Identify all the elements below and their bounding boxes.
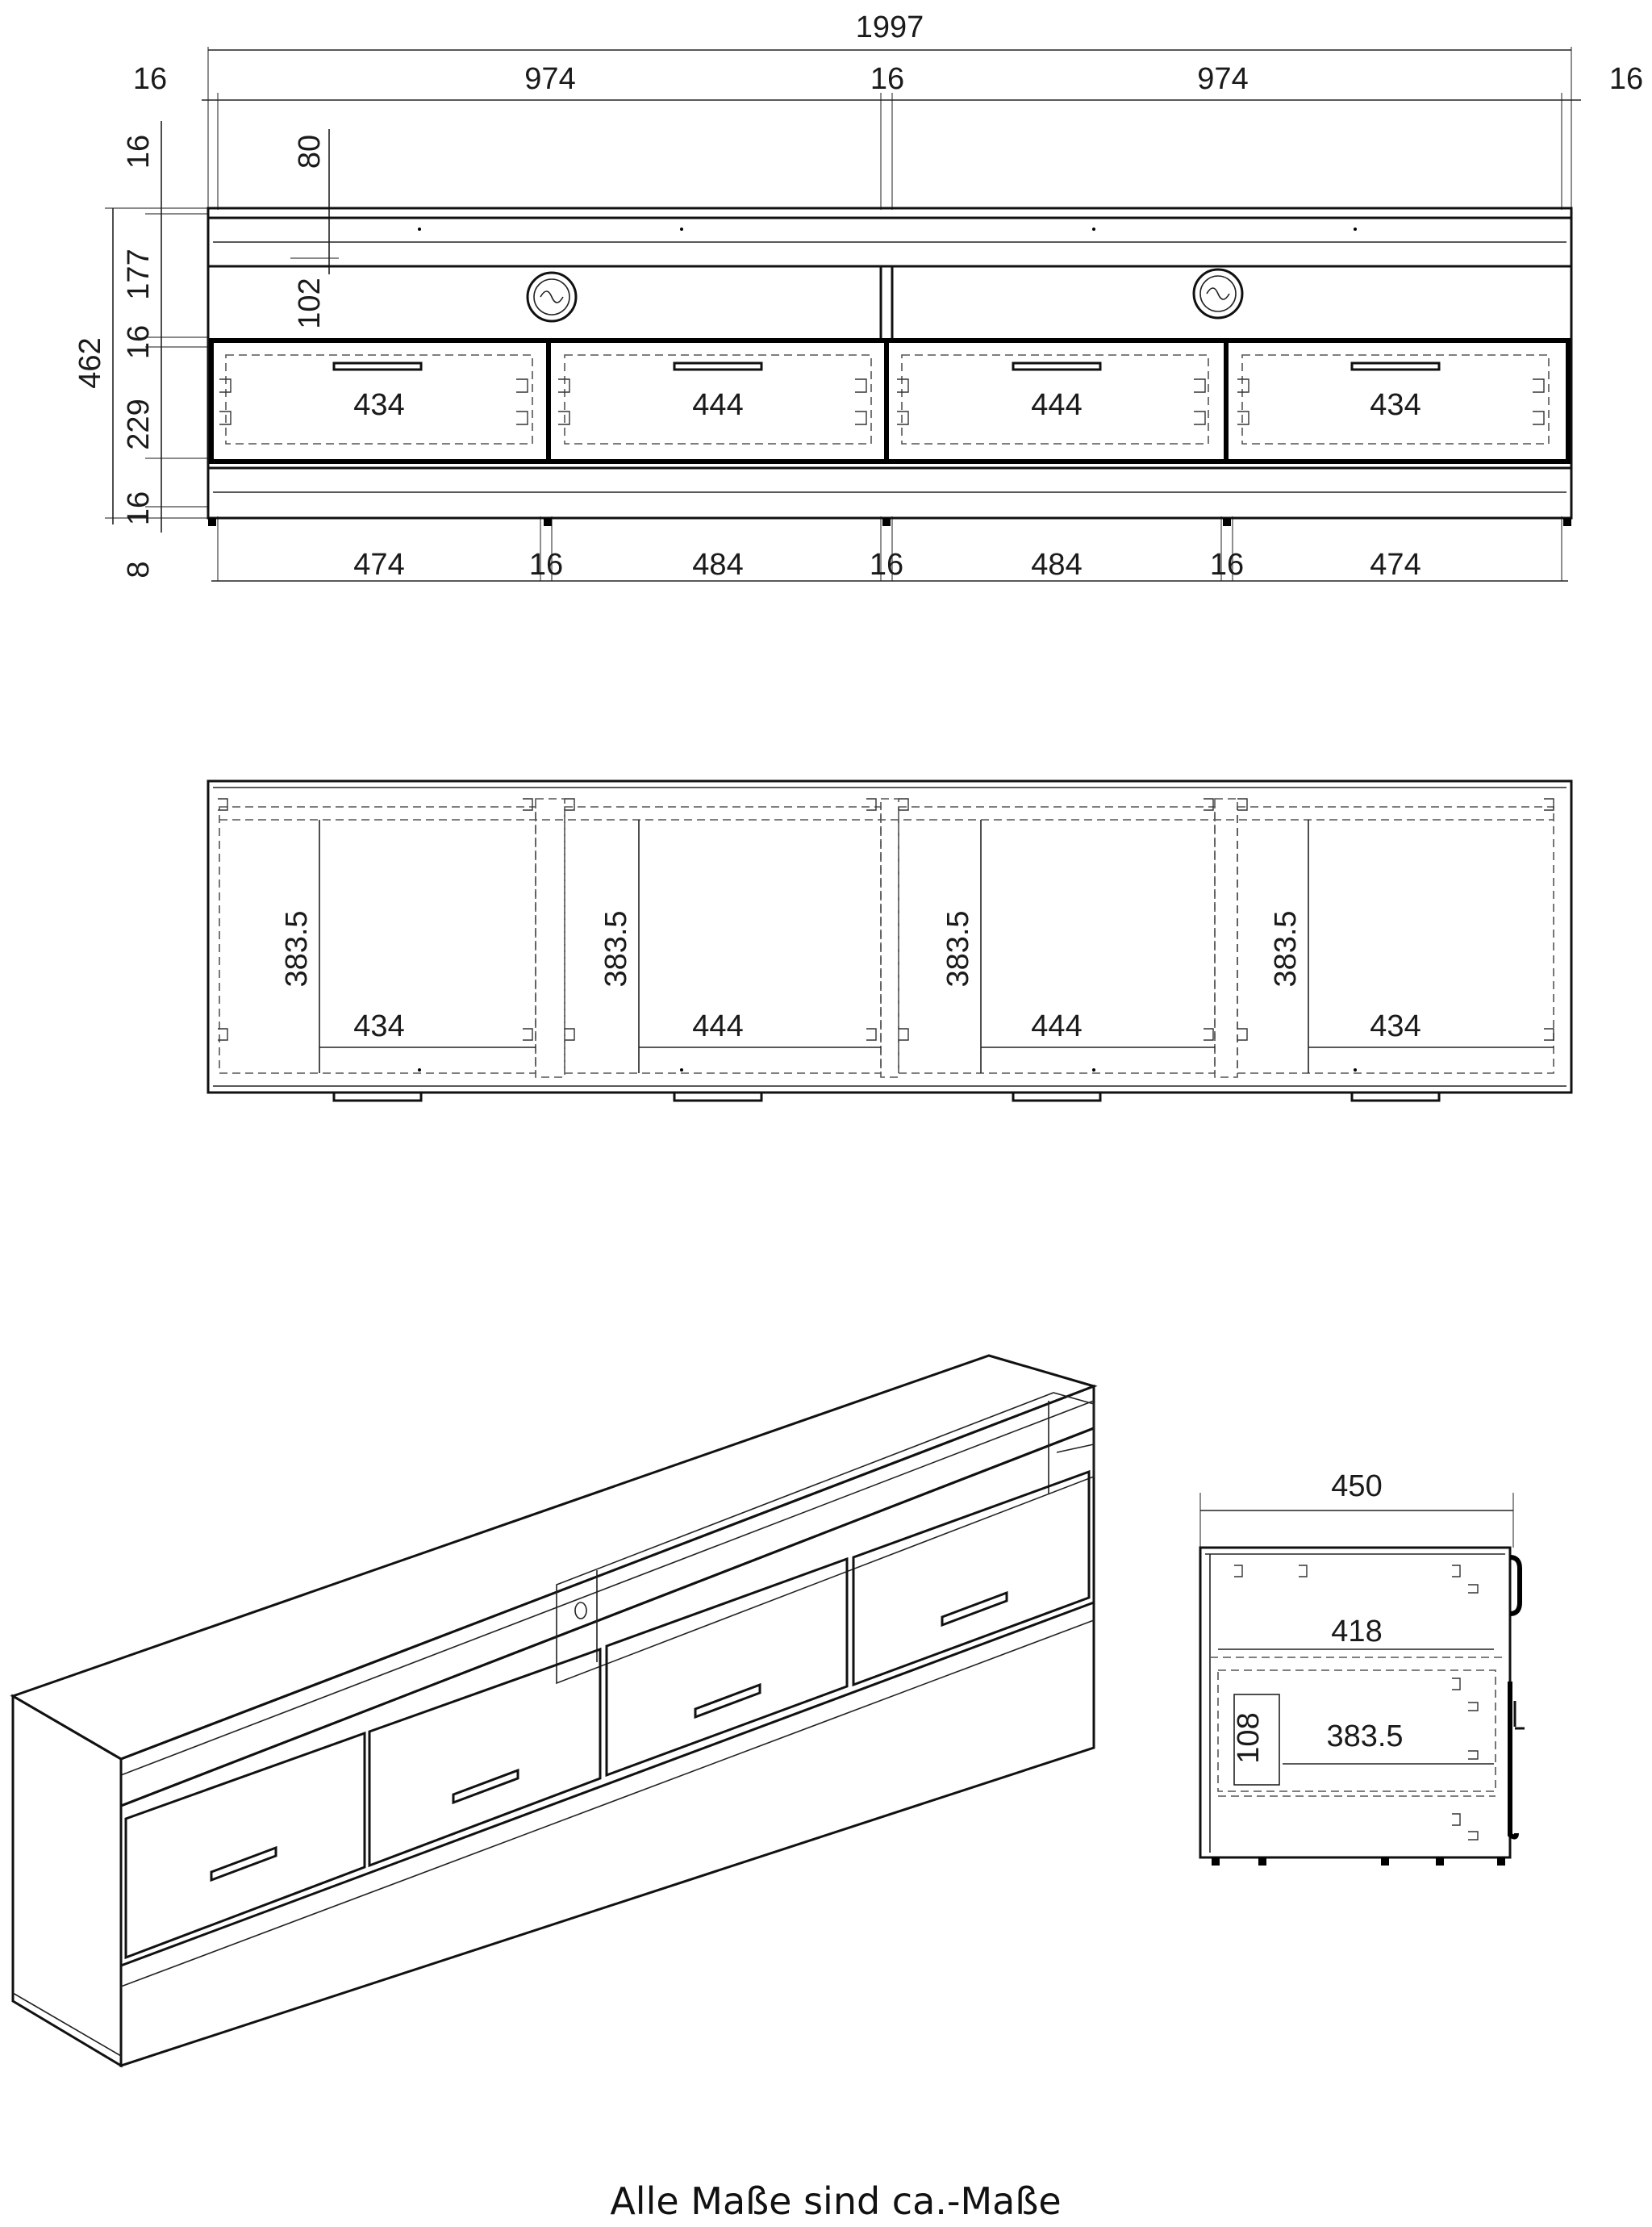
side-left-label: 16 xyxy=(132,62,168,96)
front-dimension-labels xyxy=(73,10,1643,582)
side-drawer-inner-height-label: 108 xyxy=(1232,1712,1266,1764)
drawer-width-2: 444 xyxy=(692,388,744,422)
measurements-caption: Alle Maße sind ca.-Maße xyxy=(610,2179,1062,2223)
top-width-4: 434 xyxy=(1370,1009,1421,1043)
drawer-width-4: 434 xyxy=(1370,388,1421,422)
depth-label-2: 383.5 xyxy=(599,910,633,988)
drawer-width-1: 434 xyxy=(353,388,405,422)
top-offset-label: 80 xyxy=(293,134,327,169)
front-cabinet xyxy=(208,208,1571,526)
depth-label-4: 383.5 xyxy=(1269,910,1303,988)
depth-label-1: 383.5 xyxy=(280,910,314,988)
front-dimension-lines xyxy=(113,50,1581,581)
top-width-1: 434 xyxy=(353,1009,405,1043)
cable-grommets xyxy=(528,269,1242,321)
side-inner-depth-label: 418 xyxy=(1331,1615,1383,1648)
bottom-width-3: 484 xyxy=(692,548,744,582)
top-dimension-labels xyxy=(280,910,1421,1043)
bottom-width-7: 474 xyxy=(1370,548,1421,582)
bottom-width-5: 484 xyxy=(1031,548,1083,582)
plinth-label: 8 xyxy=(122,561,156,579)
drawer-height-label: 229 xyxy=(122,399,156,450)
bottom-width-1: 474 xyxy=(353,548,405,582)
drawer-width-3: 444 xyxy=(1031,388,1083,422)
top-width-3: 444 xyxy=(1031,1009,1083,1043)
shelf-height-label: 177 xyxy=(122,249,156,300)
top-panel-label: 16 xyxy=(122,134,156,169)
overall-height-label: 462 xyxy=(73,337,107,389)
overall-width-label: 1997 xyxy=(855,10,924,44)
bottom-width-2: 16 xyxy=(528,548,564,582)
top-width-2: 444 xyxy=(692,1009,744,1043)
center-divider-label: 16 xyxy=(870,62,905,96)
side-depth-label: 450 xyxy=(1331,1469,1383,1503)
bottom-width-6: 16 xyxy=(1209,548,1245,582)
front-view xyxy=(73,10,1643,582)
bottom-panel-label: 16 xyxy=(122,491,156,526)
perspective-view xyxy=(13,1356,1094,2066)
drawer-gap-label: 16 xyxy=(122,324,156,360)
half-right-label: 974 xyxy=(1197,62,1249,96)
side-view xyxy=(1200,1469,1525,1866)
shelf-opening-label: 102 xyxy=(293,278,327,329)
bottom-width-4: 16 xyxy=(869,548,904,582)
depth-label-3: 383.5 xyxy=(941,910,975,988)
half-left-label: 974 xyxy=(524,62,576,96)
side-right-label: 16 xyxy=(1608,62,1644,96)
side-drawer-depth-label: 383.5 xyxy=(1326,1719,1404,1753)
top-view xyxy=(208,781,1571,1101)
